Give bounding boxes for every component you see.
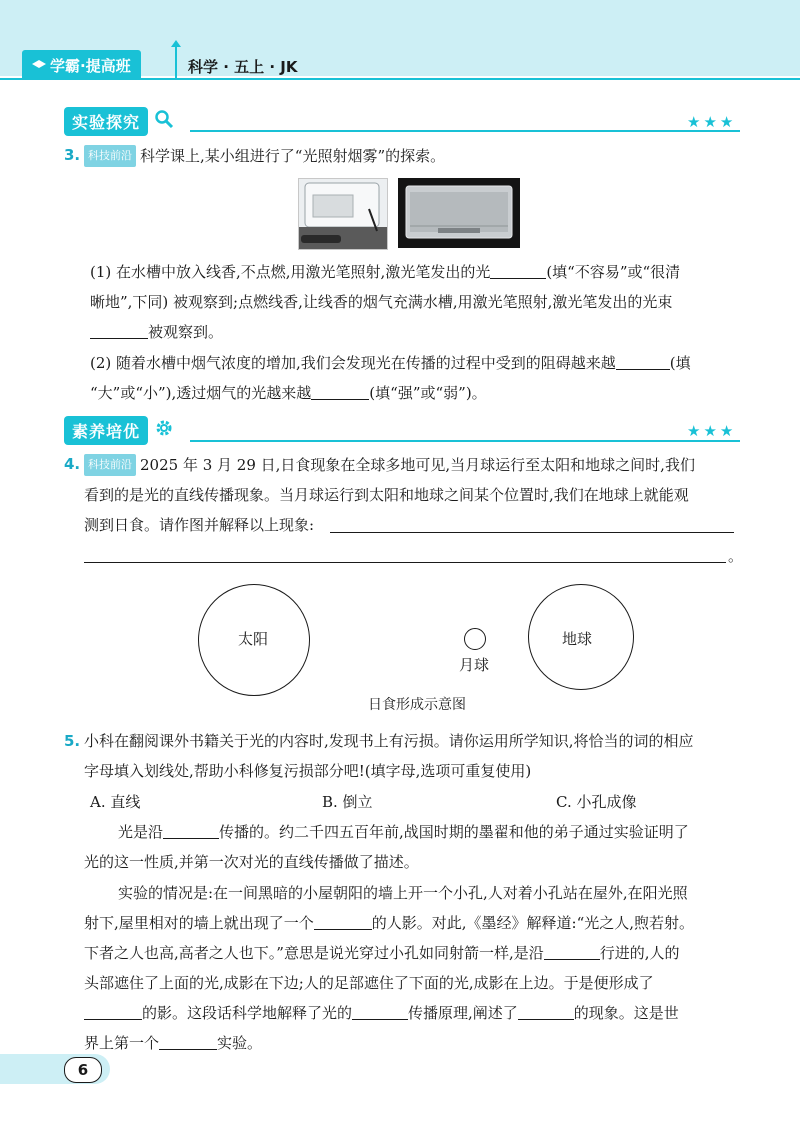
text: (2) 随着水槽中烟气浓度的增加,我们会发现光在传播的过程中受到的阻碍越来越 (90, 354, 616, 372)
text: 的影。这段话科学地解释了光的 (142, 1004, 353, 1022)
header-subject: 科学 · 五上 · JK (188, 58, 298, 76)
text: 传播的。约二千四五百年前,战国时期的墨翟和他的弟子通过实验证明了 (219, 823, 689, 841)
text: 的人影。对此,《墨经》解释道:“光之人,煦若射。 (371, 914, 695, 932)
q3-part2-line2 (90, 383, 487, 403)
text: 的现象。这是世 (573, 1004, 679, 1022)
tag-label: 科技前沿 (84, 454, 136, 476)
text: 下者之人也高,高者之人也下。”意思是说光穿过小孔如同射箭一样,是沿 (84, 944, 544, 962)
answer-blank[interactable] (314, 915, 372, 930)
option-a: A. 直线 (90, 793, 141, 811)
section-literacy-rule (190, 440, 740, 442)
q5-para2-line5 (84, 1003, 679, 1023)
q4-line1 (84, 454, 695, 476)
answer-blank[interactable] (84, 1005, 142, 1020)
q5-para2-line3 (84, 943, 680, 963)
answer-blank[interactable] (159, 1035, 217, 1050)
answer-line[interactable] (84, 562, 726, 563)
end-mark: 。 (728, 547, 744, 565)
tag-label: 科技前沿 (84, 145, 136, 167)
q5-line2: 字母填入划线处,帮助小科修复污损部分吧!(填字母,选项可重复使用) (84, 762, 532, 780)
text: (填“不容易”或“很清 (546, 263, 681, 281)
section-experiment-title: 实验探究 (64, 107, 148, 136)
q3-part1-line1 (90, 262, 680, 282)
stem-text: 科学课上,某小组进行了“光照射烟雾”的探索。 (140, 147, 446, 165)
text: (填“强”或“弱”)。 (369, 384, 487, 402)
text: 行进的,人的 (599, 944, 680, 962)
section-experiment-rule (190, 130, 740, 132)
brand-badge (22, 50, 141, 80)
text: 实验。 (217, 1034, 263, 1052)
q5-line1: 小科在翻阅课外书籍关于光的内容时,发现书上有污损。请你运用所学知识,将恰当的词的相应 (84, 732, 694, 750)
answer-line[interactable] (330, 532, 734, 533)
question-number: 3. (64, 146, 81, 164)
q5-para1-line1 (118, 822, 689, 842)
question-stem (84, 145, 445, 167)
text: 传播原理,阐述了 (408, 1004, 518, 1022)
difficulty-stars: ★★★ (687, 113, 737, 131)
q5-para2-line4: 头部遮住了上面的光,成影在下边;人的足部遮住了下面的光,成影在上边。于是便形成了 (84, 974, 654, 992)
answer-blank[interactable] (311, 385, 369, 400)
answer-blank[interactable] (163, 824, 219, 839)
diagram-caption: 日食形成示意图 (368, 697, 466, 713)
q4-line2: 看到的是光的直线传播现象。当月球运行到太阳和地球之间某个位置时,我们在地球上就能观 (84, 486, 689, 504)
arrow-up-icon (175, 46, 177, 80)
q5-para2-line6 (84, 1033, 262, 1053)
magnifier-icon (154, 109, 174, 134)
sun-label: 太阳 (238, 630, 269, 648)
moon-label: 月球 (459, 656, 490, 674)
q3-part2-line1 (90, 353, 691, 373)
answer-blank[interactable] (352, 1005, 408, 1020)
header-divider (0, 78, 800, 80)
page-number: 6 (64, 1057, 102, 1083)
text: (1) 在水槽中放入线香,不点燃,用激光笔照射,激光笔发出的光 (90, 263, 491, 281)
graduation-cap-icon (32, 60, 46, 70)
q5-para1-line2: 光的这一性质,并第一次对光的直线传播做了描述。 (84, 853, 419, 871)
answer-blank[interactable] (490, 264, 546, 279)
q3-part1-line2: 晰地”,下同) 被观察到;点燃线香,让线香的烟气充满水槽,用激光笔照射,激光笔发出的光束 (90, 293, 673, 311)
gear-icon (154, 418, 174, 443)
section-experiment-heading (64, 107, 174, 135)
difficulty-stars: ★★★ (687, 422, 737, 440)
question-number: 4. (64, 455, 81, 473)
text: 光是沿 (118, 823, 164, 841)
section-literacy-heading (64, 416, 174, 444)
option-b: B. 倒立 (322, 793, 373, 811)
text: 2025 年 3 月 29 日,日食现象在全球多地可见,当月球运行至太阳和地球之间时,我们 (140, 456, 695, 474)
question-number: 5. (64, 732, 81, 750)
q5-para2-line1: 实验的情况是:在一间黑暗的小屋朝阳的墙上开一个小孔,人对着小孔站在屋外,在阳光照 (118, 884, 688, 902)
brand-text: 学霸·提高班 (50, 56, 131, 75)
experiment-photo-smoke (398, 178, 520, 248)
answer-blank[interactable] (544, 945, 600, 960)
earth-label: 地球 (562, 630, 593, 648)
moon-circle (464, 628, 486, 650)
text: 被观察到。 (148, 323, 224, 341)
q5-para2-line2 (84, 913, 694, 933)
answer-blank[interactable] (616, 355, 670, 370)
option-c: C. 小孔成像 (556, 793, 637, 811)
text: 射下,屋里相对的墙上就出现了一个 (84, 914, 314, 932)
section-literacy-title: 素养培优 (64, 416, 148, 445)
q4-line3: 测到日食。请作图并解释以上现象: (84, 516, 315, 534)
text: 界上第一个 (84, 1034, 160, 1052)
answer-blank[interactable] (518, 1005, 574, 1020)
text: “大”或“小”),透过烟气的光越来越 (90, 384, 312, 402)
experiment-photo-unlit (298, 178, 388, 250)
text: (填 (669, 354, 691, 372)
answer-blank[interactable] (90, 324, 148, 339)
q3-part1-line3 (90, 322, 223, 342)
